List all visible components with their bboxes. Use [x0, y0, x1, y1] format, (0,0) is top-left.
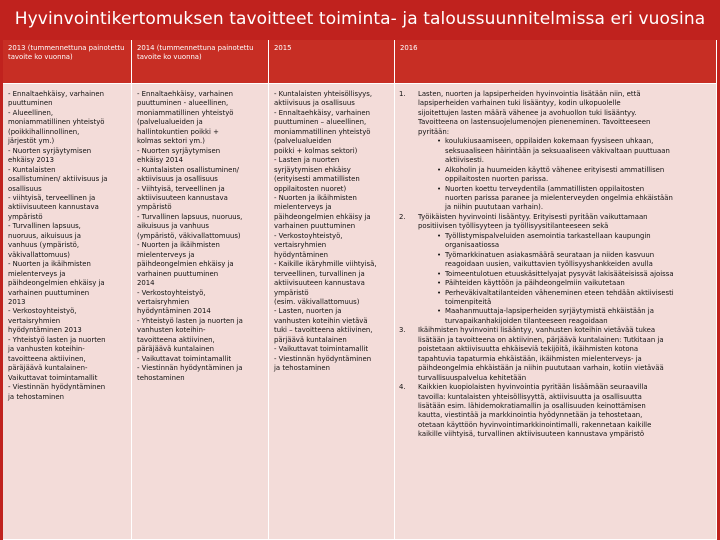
numbered-item	[399, 213, 712, 232]
text-line: hallintokuntien poikki +	[137, 127, 219, 136]
text-line: Toimeentulotuen etuuskäsittelyajat pysyvät lakisääteisissä ajoissa	[445, 269, 674, 278]
text-line: - Viihtyisä, terveellinen ja	[137, 184, 225, 193]
text-line: päihdeongelmien ehkäisy ja	[8, 279, 105, 288]
text-line: Työikäisten hyvinvointi lisääntyy. Erityisesti pyritään vaikuttamaan	[418, 212, 648, 221]
header-2016: 2016	[395, 40, 717, 84]
text-line: ja tehostaminen	[274, 364, 330, 373]
text-line: tuki – tavoitteena aktiivinen,	[274, 326, 373, 335]
text-line: turvapaikanhakijoiden tilanteeseen reagoidaan	[445, 316, 608, 325]
goals-2013-cell	[3, 84, 132, 540]
page-title: Hyvinvointikertomuksen tavoitteet toiminta- ja taloussuunnitelmissa eri vuosina	[14, 9, 706, 29]
text-line: päihdeongelmien ehkäisy ja	[274, 212, 371, 221]
header-2014: 2014 (tummennettuna painotettu tavoite ko vuonna)	[132, 40, 269, 84]
goals-2014-cell	[132, 84, 269, 540]
text-line: - viihtyisä, terveellinen ja	[8, 193, 96, 202]
text-line: - Yhteistyö lasten ja nuorten	[8, 335, 106, 344]
bullet-text	[445, 232, 712, 251]
bullet-item	[437, 289, 712, 308]
bullet-text	[445, 137, 712, 165]
text-line: otetaan käyttöön hyvinvointimarkkinointimalli, rakennetaan kaikille	[418, 420, 652, 429]
text-line: Vaikuttavat toimintamallit	[8, 373, 98, 382]
text-line: kolmas sektori ym.)	[137, 137, 205, 146]
text-line: tavoilla: kuntalaisten yhteisöllisyyttä, aktiivisuutta ja osallisuutta	[418, 392, 642, 401]
text-line: mielenterveys ja	[274, 203, 332, 212]
text-line: (palvelualueiden	[274, 137, 332, 146]
text-line: (erityisesti ammatillisten	[274, 175, 360, 184]
text-line: Kaikkien kuopiolaisten hyvinvointia pyritään lisäämään seuraavilla	[418, 383, 648, 392]
text-line: - Nuorten ja ikäihmisten	[8, 260, 91, 269]
text-line: ja tehostaminen	[8, 392, 64, 401]
bullet-item	[437, 232, 712, 251]
text-line: vertaisryhmien	[8, 316, 61, 325]
text-line: poikki + kolmas sektori)	[274, 146, 358, 155]
text-line: hyödyntäminen 2014	[137, 307, 211, 316]
text-line: Alkoholin ja huumeiden käyttö vähenee erityisesti ammatillisen	[445, 165, 665, 174]
text-line: puuttuminen – alueellinen,	[274, 118, 367, 127]
text-line: Päihteiden käyttöön ja päihdeongelmiin vaikutetaan	[445, 279, 625, 288]
text-line: seksuaaliseen häirintään ja seksuaaliseen väkivaltaan puuttuaan	[445, 146, 670, 155]
text-line: aktiivisesti.	[445, 156, 484, 165]
text-line: varhainen puuttuminen	[274, 222, 356, 231]
text-line: - Nuorten ja ikäihmisten	[274, 193, 357, 202]
text-line: oppilaitosten nuorten parissa.	[445, 175, 549, 184]
bullet-icon: •	[437, 250, 442, 259]
bullet-text	[445, 166, 712, 185]
text-line: Maahanmuuttaja-lapsiperheiden syrjäytymistä ehkäistään ja	[445, 307, 654, 316]
text-line: moniammatillinen yhteistyö	[137, 108, 234, 117]
text-line: lisätään esim. lähidemokratiamallin ja osallisuuden keinottämisen	[418, 401, 646, 410]
text-line: vertaisryhmien	[274, 241, 327, 250]
text-line: 2013	[8, 297, 26, 306]
bullet-text	[445, 279, 712, 288]
text-line: - Turvallinen lapsuus,	[8, 222, 81, 231]
text-line: hyödyntäminen 2013	[8, 326, 82, 335]
bullet-text	[445, 185, 712, 213]
text-line: Työmarkkinatuen asiakasmäärä seurataan ja niiden kasvuun	[445, 250, 655, 259]
text-line: Nuorten koettu terveydentila (ammatillisten oppilaitosten	[445, 184, 645, 193]
text-line: vanhusten koteihin vietävä	[274, 316, 368, 325]
text-line: ja vanhusten koteihin-	[8, 345, 85, 354]
text-line: vertaisryhmien	[137, 297, 190, 306]
text-line: - Lasten ja nuorten	[274, 156, 340, 165]
bullet-icon: •	[437, 137, 442, 146]
text-line: 2014	[137, 279, 155, 288]
item-number: 1.	[399, 90, 406, 98]
text-line: - Verkostoyhteistyö,	[137, 288, 206, 297]
text-line: aikuisuus ja vanhuus	[137, 222, 209, 231]
text-line: Tavoitteena on lastensuojelumenojen pieneneminen. Tavoitteeseen	[418, 118, 651, 127]
bullet-icon: •	[437, 307, 442, 316]
bullet-item	[437, 270, 712, 279]
text-line: aktiivisuuteen kannustava	[137, 193, 228, 202]
item-number: 3.	[399, 326, 406, 335]
text-line: moniammatillinen yhteistyö	[8, 118, 105, 127]
text-line: aktiivisuuteen kannustava	[8, 203, 99, 212]
bullet-item	[437, 251, 712, 270]
text-line: poistetaan aktiivisuutta ehkäiseviä tekijöitä, ikäihmisten kotona	[418, 345, 639, 354]
text-line: - Vaikuttavat toimintamallit	[274, 345, 369, 354]
text-line: oppilaitosten nuoret)	[274, 184, 347, 193]
text-line: - Ennaltaehkäisy, varhainen	[137, 90, 233, 98]
text-line: kaikille viihtyisä, turvallinen aktiivisuuteen kannustava ympäristö	[418, 430, 645, 439]
text-line: ympäristö	[137, 203, 172, 212]
bullet-item	[437, 185, 712, 213]
bullet-item	[437, 279, 712, 288]
text-line: ympäristö	[8, 212, 43, 221]
bullet-item	[437, 166, 712, 185]
text-line: toimenpiteitä	[445, 297, 492, 306]
text-line: - Nuorten syrjäytymisen	[8, 146, 92, 155]
bullet-text	[445, 307, 712, 326]
bullet-icon: •	[437, 231, 442, 240]
bullet-icon: •	[437, 288, 442, 297]
text-line: - Nuorten syrjäytymisen	[137, 146, 221, 155]
text-line: - Ennaltaehkäisy, varhainen	[274, 108, 370, 117]
bullet-item	[437, 307, 712, 326]
text-line: reagoidaan uusien, vaikuttavien työllisyyshankkeiden avulla	[445, 260, 653, 269]
text-line: aktiivisuus ja osallisuus	[274, 99, 355, 108]
text-line: järjestöt ym.)	[8, 137, 55, 146]
text-line: päihdeongelmia ehkäistään ja niihin puututaan varhain, kotiin vietävää	[418, 364, 664, 373]
text-line: osallisuus	[8, 184, 42, 193]
bullet-text	[445, 251, 712, 270]
text-line: - Kuntalaisten osallistuminen/	[137, 165, 240, 174]
text-line: nuoruus, aikuisuus ja	[8, 231, 81, 240]
text-line: lapsiperheiden varhainen tuki lisääntyy, kodin ulkopuolelle	[418, 99, 621, 108]
text-line: lisätään ja tavoitteena on aktiivinen, pärjäävä kuntalainen: Tutkitaan ja	[418, 335, 664, 344]
text-line: Työllistymispalveluiden asemointia tarkastellaan kaupungin	[445, 231, 651, 240]
header-2015: 2015	[269, 40, 395, 84]
text-line: mielenterveys ja	[137, 250, 195, 259]
text-line: - Kuntalaisten	[8, 165, 56, 174]
text-line: hyödyntäminen	[274, 250, 329, 259]
text-line: tapahtuvia tapaturmia ehkäistään, ikäihmisten mielenterveys- ja	[418, 354, 642, 363]
text-line: päräjäävä kuntalainen	[137, 345, 214, 354]
text-line: turvallisuuspalvelua kehitetään	[418, 373, 527, 382]
text-line: tavoitteena aktiivinen,	[8, 354, 86, 363]
item-text	[418, 326, 712, 383]
numbered-item	[399, 90, 712, 137]
text-line: - Kaikille ikäryhmille viihtyisä,	[274, 260, 377, 269]
text-line: syrjäytymisen ehkäisy	[274, 165, 351, 174]
text-line: - Vaikuttavat toimintamallit	[137, 354, 232, 363]
text-line: (ympäristö, väkivallattomuus)	[137, 231, 241, 240]
text-line: vanhusten koteihin-	[137, 326, 206, 335]
item-number: 2.	[399, 212, 406, 221]
bullet-icon: •	[437, 269, 442, 278]
text-line: varhainen puuttuminen	[137, 269, 219, 278]
numbered-item	[399, 383, 712, 440]
bullet-icon: •	[437, 279, 442, 288]
text-line: (poikkihallinnollinen,	[8, 127, 80, 136]
text-line: Perheväkivaltatilanteiden väheneminen eteen tehdään aktiivisesti	[445, 288, 674, 297]
text-line: mielenterveys ja	[8, 269, 66, 278]
text-line: koulukiusaamiseen, oppilaiden kokemaan fyysiseen uhkaan,	[445, 137, 654, 146]
text-line: - Turvallinen lapsuus, nuoruus,	[137, 212, 243, 221]
text-line: Ikäihmisten hyvinvointi lisääntyy, vanhusten koteihin vietävää tukea	[418, 326, 656, 335]
text-line: - Kuntalaisten yhteisöllisyys,	[274, 90, 373, 98]
text-line: - Nuorten ja ikäihmisten	[137, 241, 220, 250]
text-line: kautta, viestintää ja markkinointia hyödynnetään ja tehostetaan,	[418, 411, 643, 420]
text-line: organisaatiossa	[445, 241, 500, 250]
goals-2015-cell	[269, 84, 395, 540]
text-line: moniammatillinen yhteistyö	[274, 127, 371, 136]
goals-table	[3, 40, 717, 540]
text-line: puuttuminen	[8, 99, 53, 108]
text-line: - Yhteistyö lasten ja nuorten ja	[137, 316, 243, 325]
text-line: terveellinen, turvallinen ja	[274, 269, 365, 278]
bullet-text	[445, 270, 712, 279]
text-line: (palvelualueiden ja	[137, 118, 203, 127]
text-line: - Viestinnän hyödyntäminen	[274, 354, 372, 363]
text-line: puuttuminen - alueellinen,	[137, 99, 229, 108]
text-line: - Alueellinen,	[8, 108, 54, 117]
bullet-icon: •	[437, 184, 442, 193]
numbered-item	[399, 326, 712, 383]
text-line: positiivisen työllisyyteen ja työllisyysitilanteeseen sekä	[418, 222, 609, 231]
text-line: aktiivisuus ja osallisuus	[137, 175, 218, 184]
text-line: pyritään:	[418, 127, 450, 136]
text-line: päihdeongelmien ehkäisy ja	[137, 260, 234, 269]
text-line: - Verkostoyhteistyö,	[274, 231, 343, 240]
text-line: (esim. väkivallattomuus)	[274, 297, 360, 306]
text-line: väkivallattomuus)	[8, 250, 70, 259]
text-line: nuorten parissa paranee ja mielenterveyden ongelmia ehkäistään	[445, 193, 673, 202]
text-line: ehkäisy 2013	[8, 156, 55, 165]
item-text	[418, 213, 712, 232]
text-line: ympäristö	[274, 288, 309, 297]
text-line: ja niihin puututaan varhain).	[445, 203, 544, 212]
text-line: osallistuminen/ aktiivisuus ja	[8, 175, 108, 184]
item-number: 4.	[399, 383, 406, 392]
text-line: Lasten, nuorten ja lapsiperheiden hyvinvointia lisätään niin, että	[418, 90, 641, 98]
text-line: aktiivisuuteen kannustava	[274, 279, 365, 288]
item-text	[418, 383, 712, 440]
bullet-icon: •	[437, 165, 442, 174]
text-line: sijoitettujen lasten määrä vähenee ja avohuollon tuki lisääntyy.	[418, 108, 637, 117]
goals-2016-cell	[395, 84, 717, 540]
text-line: - Viestinnän hyödyntäminen ja	[137, 364, 243, 373]
text-line: tehostaminen	[137, 373, 185, 382]
text-line: pärjäävä kuntalainen	[274, 335, 347, 344]
header-2013: 2013 (tummennettuna painotettu tavoite ko vuonna)	[3, 40, 132, 84]
text-line: tavoitteena aktiivinen,	[137, 335, 215, 344]
text-line: päräjäävä kuntalainen-	[8, 364, 88, 373]
bullet-text	[445, 289, 712, 308]
text-line: - Lasten, nuorten ja	[274, 307, 342, 316]
text-line: varhainen puuttuminen	[8, 288, 90, 297]
text-line: ehkäisy 2014	[137, 156, 184, 165]
text-line: - Viestinnän hyödyntäminen	[8, 383, 106, 392]
bullet-item	[437, 137, 712, 165]
text-line: vanhuus (ympäristö,	[8, 241, 80, 250]
text-line: - Ennaltaehkäisy, varhainen	[8, 90, 104, 98]
text-line: - Verkostoyhteistyö,	[8, 307, 77, 316]
item-text	[418, 90, 712, 137]
